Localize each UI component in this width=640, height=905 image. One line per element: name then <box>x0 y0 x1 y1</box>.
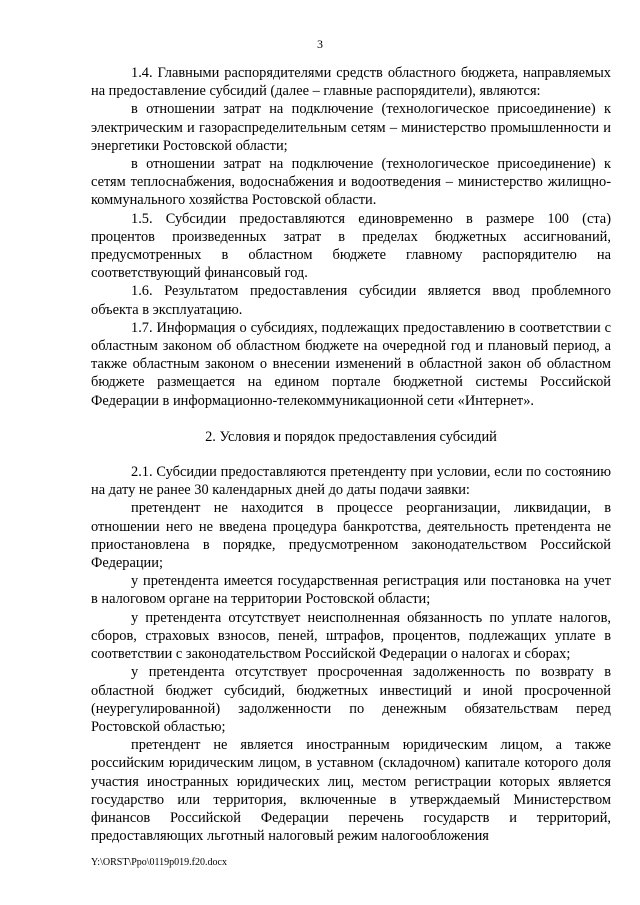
paragraph-1-4-heat-water: в отношении затрат на подключение (технологическое присоединение) к сетям теплоснабжения, водоснабжения и водоотведения – министерство жилищно-коммунального хозяйства Ростовской области. <box>91 156 611 209</box>
footer-file-path: Y:\ORST\Ppo\0119p019.f20.docx <box>91 857 227 868</box>
condition-no-reorganization: претендент не находится в процессе реорганизации, ликвидации, в отношении него не введена процедура банкротства, деятельность претендента не приостановлена в порядке, предусмотренном законодательством Российской Федерации; <box>91 500 611 572</box>
paragraph-1-4: 1.4. Главными распорядителями средств областного бюджета, направляемых на предоставление субсидий (далее – главные распорядители), являются: <box>91 65 611 100</box>
page-number: 3 <box>317 37 323 51</box>
paragraph-1-5: 1.5. Субсидии предоставляются единовременно в размере 100 (ста) процентов произведенных затрат в пределах бюджетных ассигнований, предусмотренных в областном бюджете главному распорядителю на соответствующий финансовый год. <box>91 210 611 282</box>
paragraph-1-6: 1.6. Результатом предоставления субсидии является ввод проблемного объекта в эксплуатацию. <box>91 283 611 318</box>
condition-no-overdue-debt: у претендента отсутствует просроченная задолженность по возврату в областной бюджет субсидий, бюджетных инвестиций и иной просроченной (неурегулированной) задолженности по денежным обязательствам перед Ростовской областью; <box>91 664 611 735</box>
section-heading: 2. Условия и порядок предоставления субсидий <box>205 428 497 445</box>
paragraph-2-1: 2.1. Субсидии предоставляются претенденту при условии, если по состоянию на дату не ранее 30 календарных дней до даты подачи заявки: <box>91 464 611 499</box>
paragraph-1-4-electric: в отношении затрат на подключение (технологическое присоединение) к электрическим и газораспределительным сетям – министерство промышленности и энергетики Ростовской области; <box>91 101 611 154</box>
condition-no-tax-debt: у претендента отсутствует неисполненная обязанность по уплате налогов, сборов, страховых взносов, пеней, штрафов, процентов, подлежащих уплате в соответствии с законодательством Российской Федерации о налогах и сборах; <box>91 609 611 663</box>
condition-not-foreign-entity: претендент не является иностранным юридическим лицом, а также российским юридическим лицом, в уставном (складочном) капитале которого доля участия иностранных юридических лиц, местом регистрации которых является государство или территория, включенные в утверждаемый Министерством финансов Российской Федерации перечень государств и территорий, предоставляющих льготный налоговый режим налогообложения <box>91 737 611 845</box>
condition-registration: у претендента имеется государственная регистрация или постановка на учет в налоговом органе на территории Ростовской области; <box>91 573 611 608</box>
paragraph-1-7: 1.7. Информация о субсидиях, подлежащих предоставлению в соответствии с областным законом об областном бюджете на очередной год и плановый период, а также областным законом о внесении изменений в областной закон об областном бюджете размещается на едином портале бюджетной системы Российской Федерации в информационно-телекоммуникационной сети «Интернет». <box>91 319 611 409</box>
document-body <box>91 64 611 845</box>
